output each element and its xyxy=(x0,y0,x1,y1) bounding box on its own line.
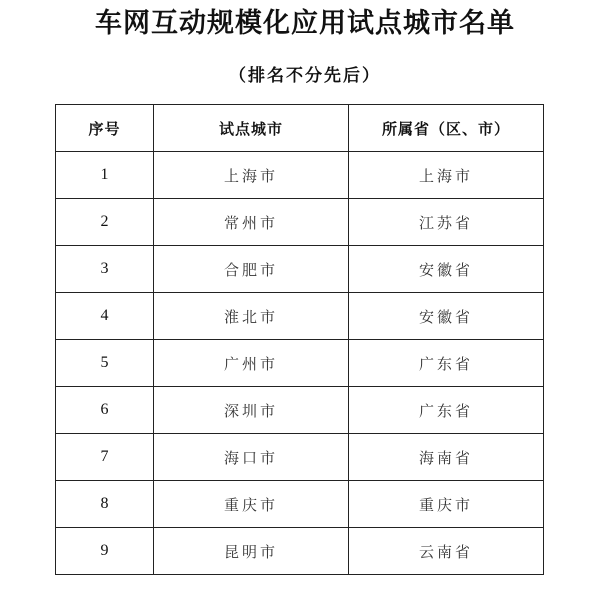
row-city: 合肥市 xyxy=(154,246,349,293)
document-subtitle: （排名不分先后） xyxy=(229,66,381,86)
row-index: 4 xyxy=(56,293,154,340)
row-city: 重庆市 xyxy=(154,481,349,528)
row-province: 广东省 xyxy=(349,340,544,387)
row-index: 3 xyxy=(56,246,154,293)
table-row xyxy=(56,434,544,481)
table-row xyxy=(56,293,544,340)
header-province: 所属省（区、市） xyxy=(349,105,544,152)
table-row xyxy=(56,528,544,575)
table-row xyxy=(56,152,544,199)
row-province: 安徽省 xyxy=(349,293,544,340)
row-province: 云南省 xyxy=(349,528,544,575)
row-index: 8 xyxy=(56,481,154,528)
row-index: 6 xyxy=(56,387,154,434)
row-city: 上海市 xyxy=(154,152,349,199)
row-city: 常州市 xyxy=(154,199,349,246)
row-index: 1 xyxy=(56,152,154,199)
row-city: 海口市 xyxy=(154,434,349,481)
table-header-row xyxy=(56,105,544,152)
row-province: 上海市 xyxy=(349,152,544,199)
row-province: 江苏省 xyxy=(349,199,544,246)
row-index: 5 xyxy=(56,340,154,387)
header-city: 试点城市 xyxy=(154,105,349,152)
row-province: 安徽省 xyxy=(349,246,544,293)
row-city: 淮北市 xyxy=(154,293,349,340)
row-index: 9 xyxy=(56,528,154,575)
row-index: 7 xyxy=(56,434,154,481)
table-row xyxy=(56,481,544,528)
header-index: 序号 xyxy=(56,105,154,152)
table-row xyxy=(56,246,544,293)
row-province: 广东省 xyxy=(349,387,544,434)
pilot-city-table xyxy=(55,104,544,575)
row-province: 海南省 xyxy=(349,434,544,481)
document-title: 车网互动规模化应用试点城市名单 xyxy=(95,8,515,39)
table-row xyxy=(56,199,544,246)
row-city: 昆明市 xyxy=(154,528,349,575)
row-city: 深圳市 xyxy=(154,387,349,434)
row-province: 重庆市 xyxy=(349,481,544,528)
row-city: 广州市 xyxy=(154,340,349,387)
table-row xyxy=(56,340,544,387)
row-index: 2 xyxy=(56,199,154,246)
table-row xyxy=(56,387,544,434)
